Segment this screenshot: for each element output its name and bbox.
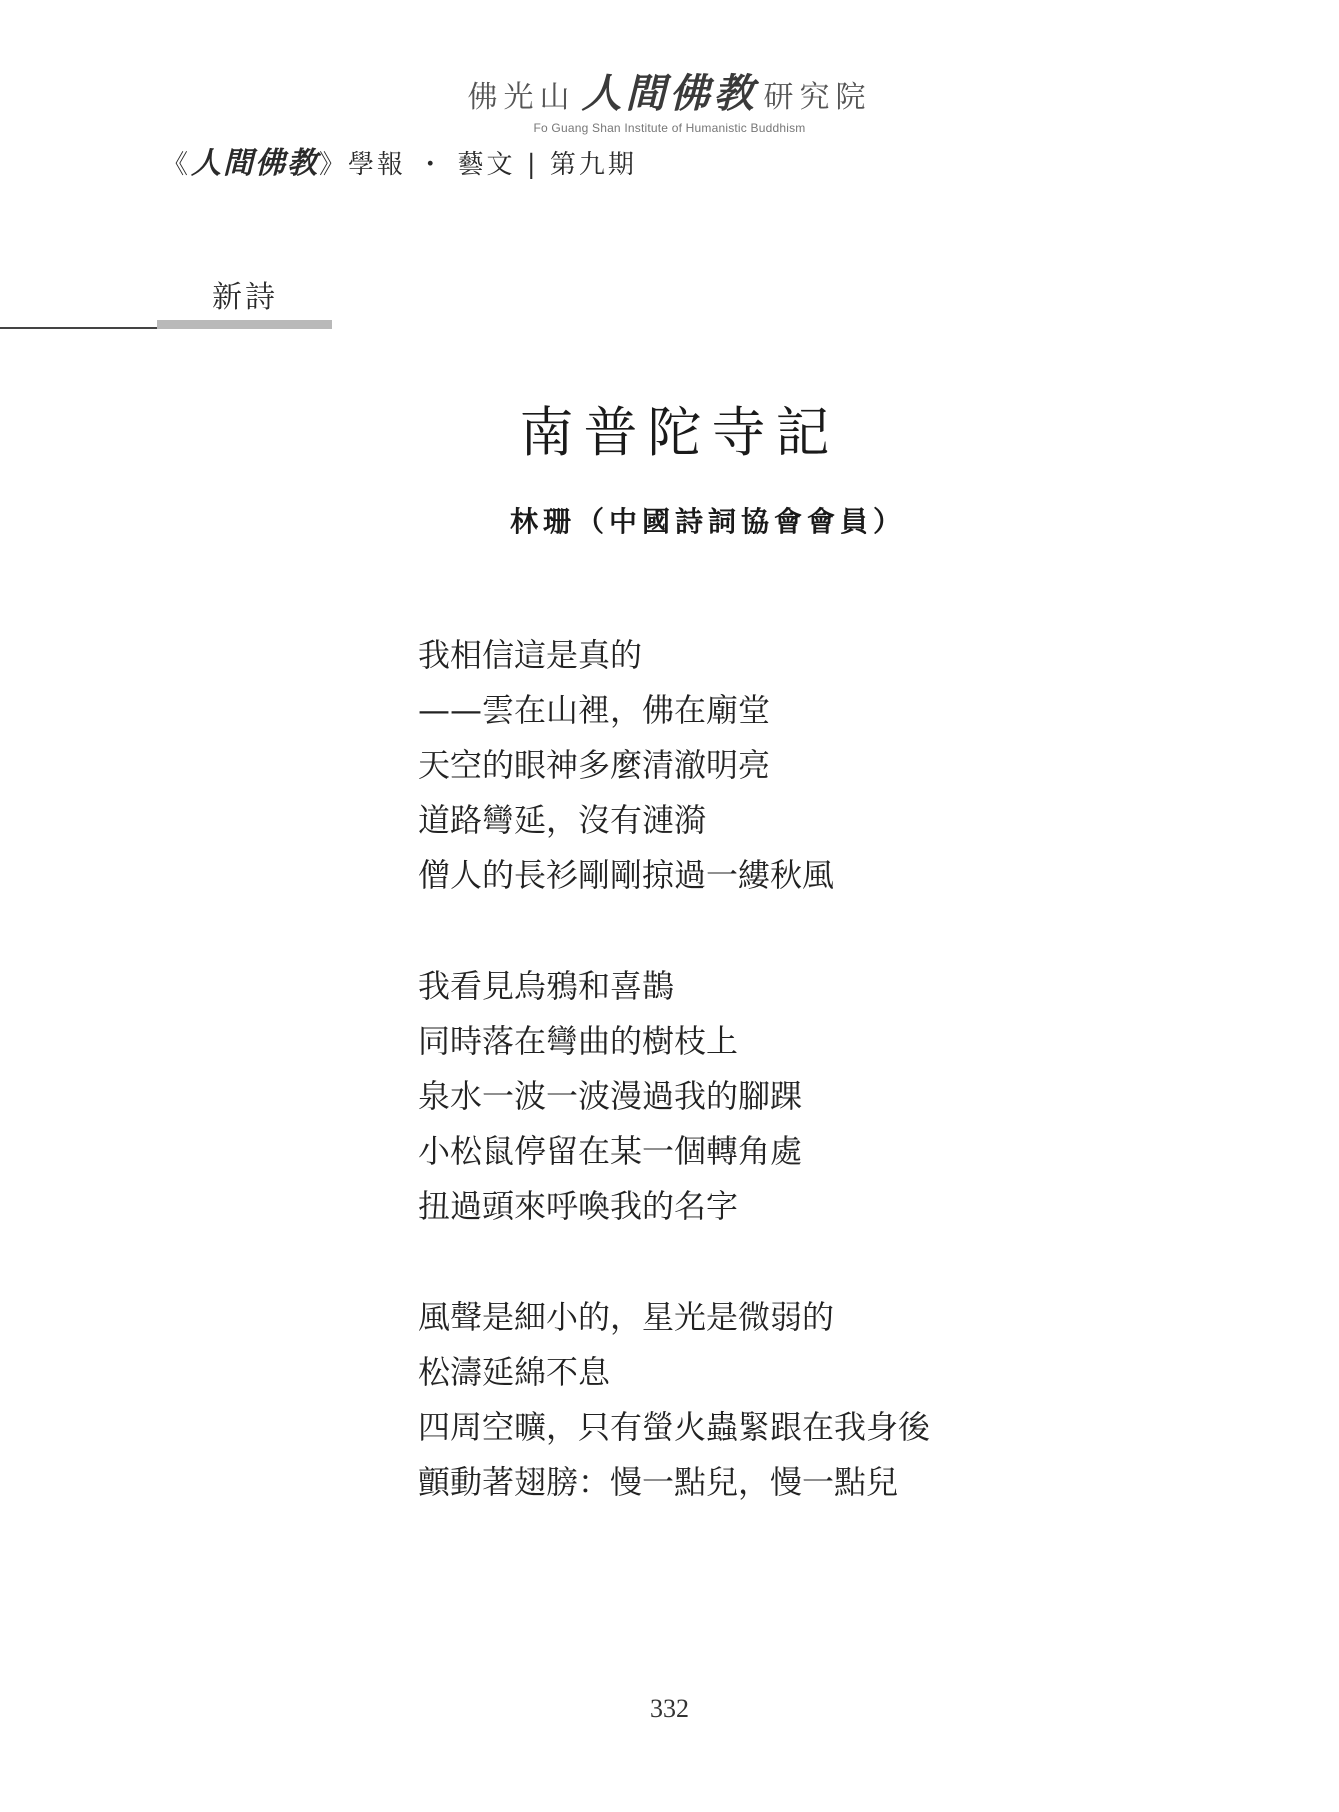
institute-header <box>0 62 1339 135</box>
poem-stanza <box>418 1290 930 1510</box>
journal-issue-info: 學報 ・ 藝文 | 第九期 <box>348 150 637 180</box>
poem-line: 我相信這是真的 <box>418 636 643 674</box>
poem-body <box>418 628 930 1566</box>
journal-bracket-open: 《 <box>162 150 192 180</box>
poem-line: 顫動著翅膀：慢一點兒，慢一點兒 <box>418 1463 899 1501</box>
institute-name-prefix: 佛光山 <box>467 80 576 115</box>
poem-line: 松濤延綿不息 <box>418 1353 611 1391</box>
poem-line: 我看見烏鴉和喜鵲 <box>418 967 675 1005</box>
poem-line: 扭過頭來呼喚我的名字 <box>418 1187 739 1225</box>
journal-bracket-close: 》 <box>319 150 349 180</box>
institute-english-name: Fo Guang Shan Institute of Humanistic Buddhism <box>533 121 806 135</box>
section-label: 新詩 <box>212 280 278 315</box>
poem-line: 僧人的長衫剛剛掠過一縷秋風 <box>418 856 835 894</box>
poem-line: ——雲在山裡，佛在廟堂 <box>418 691 771 729</box>
poem-stanza <box>418 959 930 1234</box>
article-title: 南普陀寺記 <box>519 401 840 464</box>
institute-brush-logo: 人間佛教 <box>581 70 758 117</box>
journal-running-head <box>162 138 637 182</box>
institute-name <box>0 62 1339 119</box>
poem-line: 風聲是細小的，星光是微弱的 <box>418 1298 835 1336</box>
journal-brush-logo: 人間佛教 <box>191 146 320 181</box>
poem-line: 泉水一波一波漫過我的腳踝 <box>418 1077 803 1115</box>
poem-line: 天空的眼神多麼清澈明亮 <box>418 746 771 784</box>
poem-line: 同時落在彎曲的樹枝上 <box>418 1022 739 1060</box>
section-tab-bar <box>157 320 332 329</box>
institute-name-suffix: 研究院 <box>763 80 872 115</box>
article-author: 林珊（中國詩詞協會會員） <box>510 505 907 538</box>
poem-line: 道路彎延，沒有漣漪 <box>418 801 707 839</box>
poem-stanza <box>418 628 930 903</box>
poem-line: 四周空曠，只有螢火蟲緊跟在我身後 <box>418 1408 931 1446</box>
page-number: 332 <box>650 1694 689 1723</box>
poem-line: 小松鼠停留在某一個轉角處 <box>418 1132 803 1170</box>
